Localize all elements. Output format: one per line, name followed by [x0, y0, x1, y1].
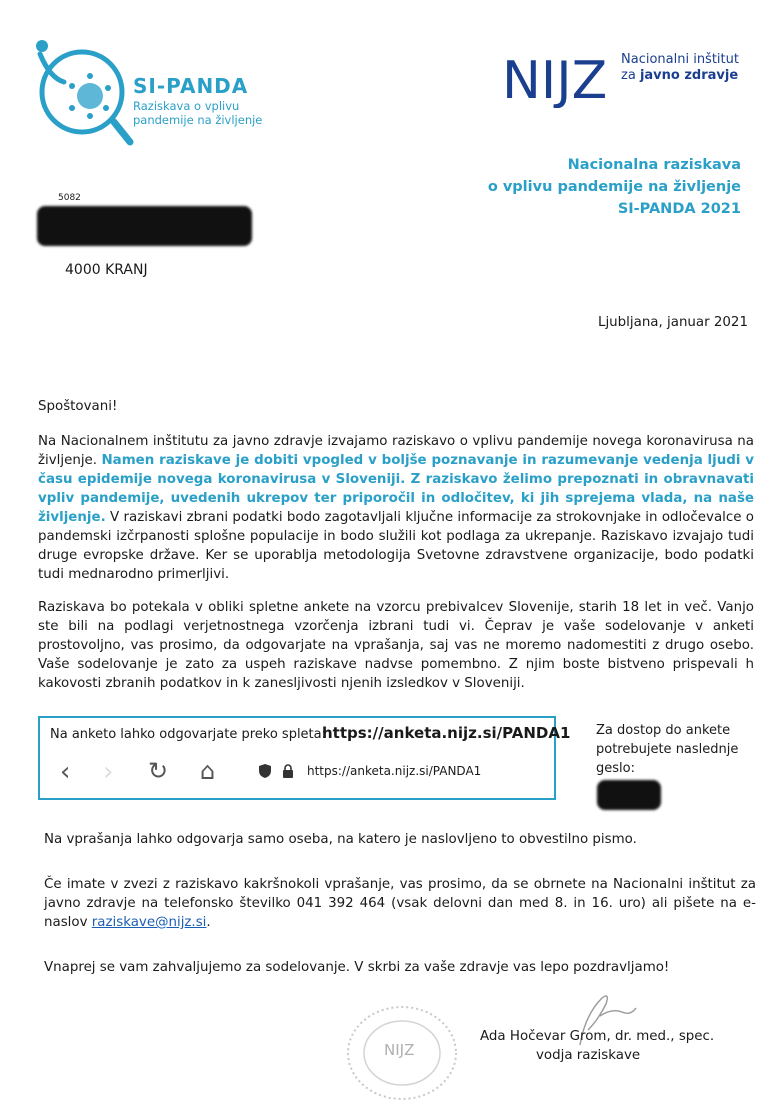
nijz-name-prefix: za	[621, 68, 640, 83]
recipient-code: 5082	[58, 193, 81, 203]
si-panda-logo	[30, 38, 270, 158]
home-icon: ⌂	[200, 757, 216, 785]
paragraph-survey: Raziskava bo potekala v obliki spletne ankete na vzorcu prebivalcev Slovenije, starih 18 let in več. Vanjo ste bili na podlagi verjetnostnega vzorčenja izbrani tudi vi. Čeprav je vaše sodelovanje v anketi prostovoljno, vas prosimo, da odgovarjate na vprašanja, saj vas ne moremo nadomestiti z drugo osebo. Vaše sodelovanje je zato za uspeh raziskave nadvse pomembno. Z njim boste bistveno prispevali h kakovosti zbranih podatkov in k zanesljivosti njenih izsledkov v Sloveniji.	[38, 600, 754, 691]
contact-end: .	[206, 915, 211, 930]
si-panda-subtitle-line1: Raziskava o vplivu	[133, 99, 240, 113]
reload-icon: ↻	[148, 757, 169, 785]
email-link[interactable]: raziskave@nijz.si	[91, 915, 207, 930]
password-note	[596, 721, 738, 778]
password-note-line1: Za dostop do ankete	[596, 723, 731, 738]
password-note-line3: geslo:	[596, 761, 635, 776]
password-note-line2: potrebujete naslednje	[596, 742, 739, 757]
contact-text: Če imate v zvezi z raziskavo kakršnokoli vprašanje, vas prosimo, da se obrnete na Nacionalni inštitut za javno zdravje na telefonsko številko 041 392 464 (vsak delovni dan med 8. in 16. uro) ali pišete na e-naslov	[44, 877, 756, 930]
heading-line2: o vplivu pandemije na življenje	[487, 179, 741, 195]
stamp-text: NIJZ	[384, 1041, 415, 1059]
nijz-wordmark: NIJZ	[502, 51, 608, 108]
survey-link-label: Na anketo lahko odgovarjate preko spleta:	[50, 727, 327, 742]
si-panda-name: SI-PANDA	[133, 74, 249, 98]
nijz-name-line2	[621, 68, 738, 83]
intro-rest: V raziskavi zbrani podatki bodo zagotavljali ključne informacije za strokovnjake in odločevalce o pandemski izčrpanosti splošne populacije in bodo služili kot podlaga za ukrepanje. Raziskavo izvajajo tudi druge evropske države. Ker se uporablja metodologija Svetovne zdravstvene organizacije, bodo podatki tudi mednarodno primerljivi.	[38, 510, 754, 582]
lock-icon	[283, 764, 293, 778]
heading-line3: SI-PANDA 2021	[617, 201, 741, 217]
browser-url-text: https://anketa.nijz.si/PANDA1	[307, 764, 482, 778]
nijz-logo	[502, 48, 612, 108]
redacted-address	[37, 206, 252, 246]
signer-role: vodja raziskave	[536, 1048, 641, 1063]
intro-text: Na Nacionalnem inštitutu za javno zdravje izvajamo raziskavo o vplivu pandemije novega koronavirusa na življenje.	[38, 434, 754, 468]
nijz-name-line1: Nacionalni inštitut	[621, 52, 739, 67]
si-panda-subtitle-line2: pandemije na življenje	[133, 113, 263, 127]
nijz-name-bold: javno zdravje	[639, 68, 739, 83]
paragraph-contact	[44, 875, 756, 932]
paragraph-thanks: Vnaprej se vam zahvaljujemo za sodelovanje. V skrbi za vaše zdravje vas lepo pozdravljamo!	[44, 960, 670, 975]
signer-name: Ada Hočevar Grom, dr. med., spec.	[480, 1029, 715, 1044]
greeting: Spoštovani!	[38, 399, 118, 414]
heading-line1: Nacionalna raziskava	[567, 157, 741, 173]
letter-heading	[488, 154, 741, 220]
forward-arrow-icon: ›	[103, 757, 114, 787]
paragraph-eligibility: Na vprašanja lahko odgovarja samo oseba, na katero je naslovljeno to obvestilno pismo.	[44, 832, 637, 847]
survey-url[interactable]: https://anketa.nijz.si/PANDA1	[322, 724, 571, 742]
nijz-stamp	[344, 1003, 460, 1103]
paragraph-intro	[38, 432, 754, 584]
letter-date: Ljubljana, januar 2021	[598, 315, 748, 330]
intro-highlight: Namen raziskave je dobiti vpogled v boljše poznavanje in razumevanje vedenja ljudi v času epidemije novega koronavirusa v Sloveniji. Z raziskavo želimo prepoznati in obravnavati vpliv pandemije, uvedenih ukrepov ter priporočil in odločitev, ki jih sprejema vlada, na naše življenje.	[38, 453, 754, 525]
redacted-password	[597, 780, 661, 810]
recipient-city: 4000 KRANJ	[65, 262, 148, 278]
shield-icon	[259, 764, 271, 778]
back-arrow-icon: ‹	[60, 757, 71, 787]
